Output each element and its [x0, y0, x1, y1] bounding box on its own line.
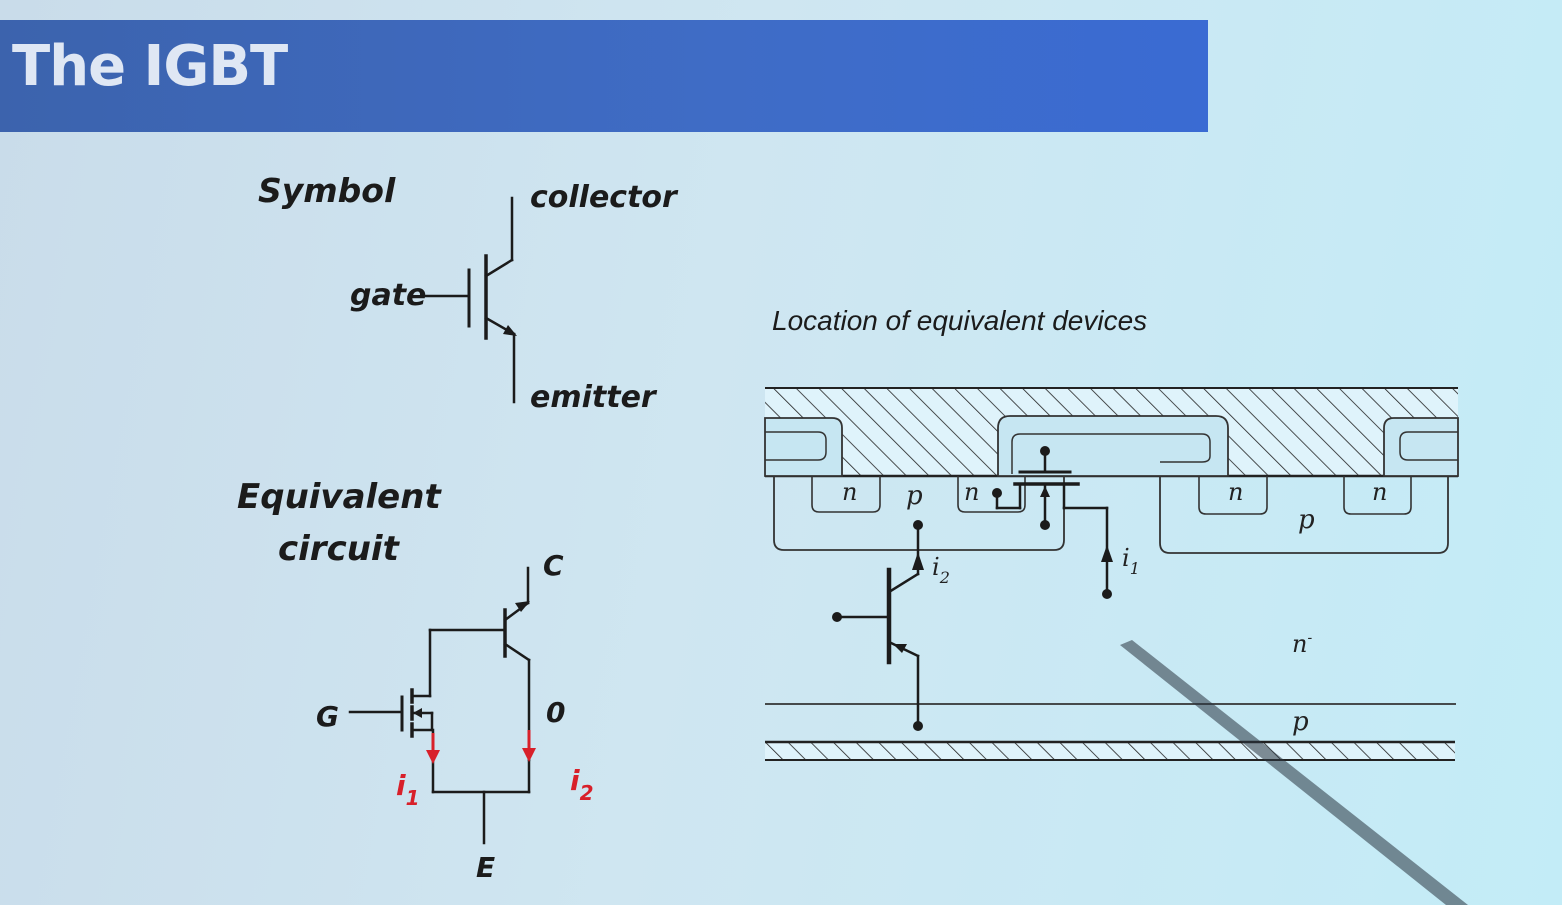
pointer-stick [1120, 640, 1468, 905]
gate-oxide-right [1384, 418, 1458, 476]
gate-oxide-left [765, 418, 842, 476]
igbt-symbol [258, 171, 679, 415]
region-p-1: p [906, 481, 923, 511]
gate-label: gate [350, 278, 427, 313]
i2-label: $i_2$ [570, 764, 594, 805]
i2-arrow-head [522, 748, 536, 762]
region-p-2: p [1298, 505, 1315, 535]
i1-label: $i_1$ [396, 769, 420, 810]
gate-oxide-center [998, 416, 1228, 476]
region-n-3: n [1228, 478, 1244, 506]
section-i2-label: $i_2$ [932, 553, 950, 587]
section-i1-label: $i_1$ [1122, 544, 1140, 578]
location-caption: Location of equivalent devices [772, 305, 1148, 336]
emitter-terminal-label: E [476, 851, 496, 884]
igbt-symbol-drawing [425, 198, 517, 402]
i1-arrow-head [426, 750, 440, 764]
emitter-label: emitter [530, 380, 656, 415]
collector-terminal-label: C [543, 549, 564, 582]
pnp-transistor [430, 568, 530, 760]
region-n-2: n [964, 478, 980, 506]
collector-label: collector [530, 180, 677, 215]
region-p-3: p [1292, 707, 1309, 737]
device-cross-section [765, 305, 1458, 760]
region-n-minus: n- [1292, 630, 1313, 658]
bottom-metal-hatch [765, 742, 1455, 760]
equivalent-heading-line1: Equivalent [237, 477, 441, 517]
symbol-heading: Symbol [258, 171, 396, 210]
region-n-4: n [1372, 478, 1388, 506]
mosfet [350, 630, 433, 792]
embedded-pnp-transistor [832, 520, 924, 731]
gate-terminal-label: G [316, 700, 339, 733]
equivalent-heading-line2: circuit [278, 529, 399, 569]
region-n-1: n [842, 478, 858, 506]
slide-title: The IGBT [12, 34, 288, 99]
node-zero-label: 0 [546, 696, 566, 729]
equivalent-circuit [237, 477, 594, 884]
